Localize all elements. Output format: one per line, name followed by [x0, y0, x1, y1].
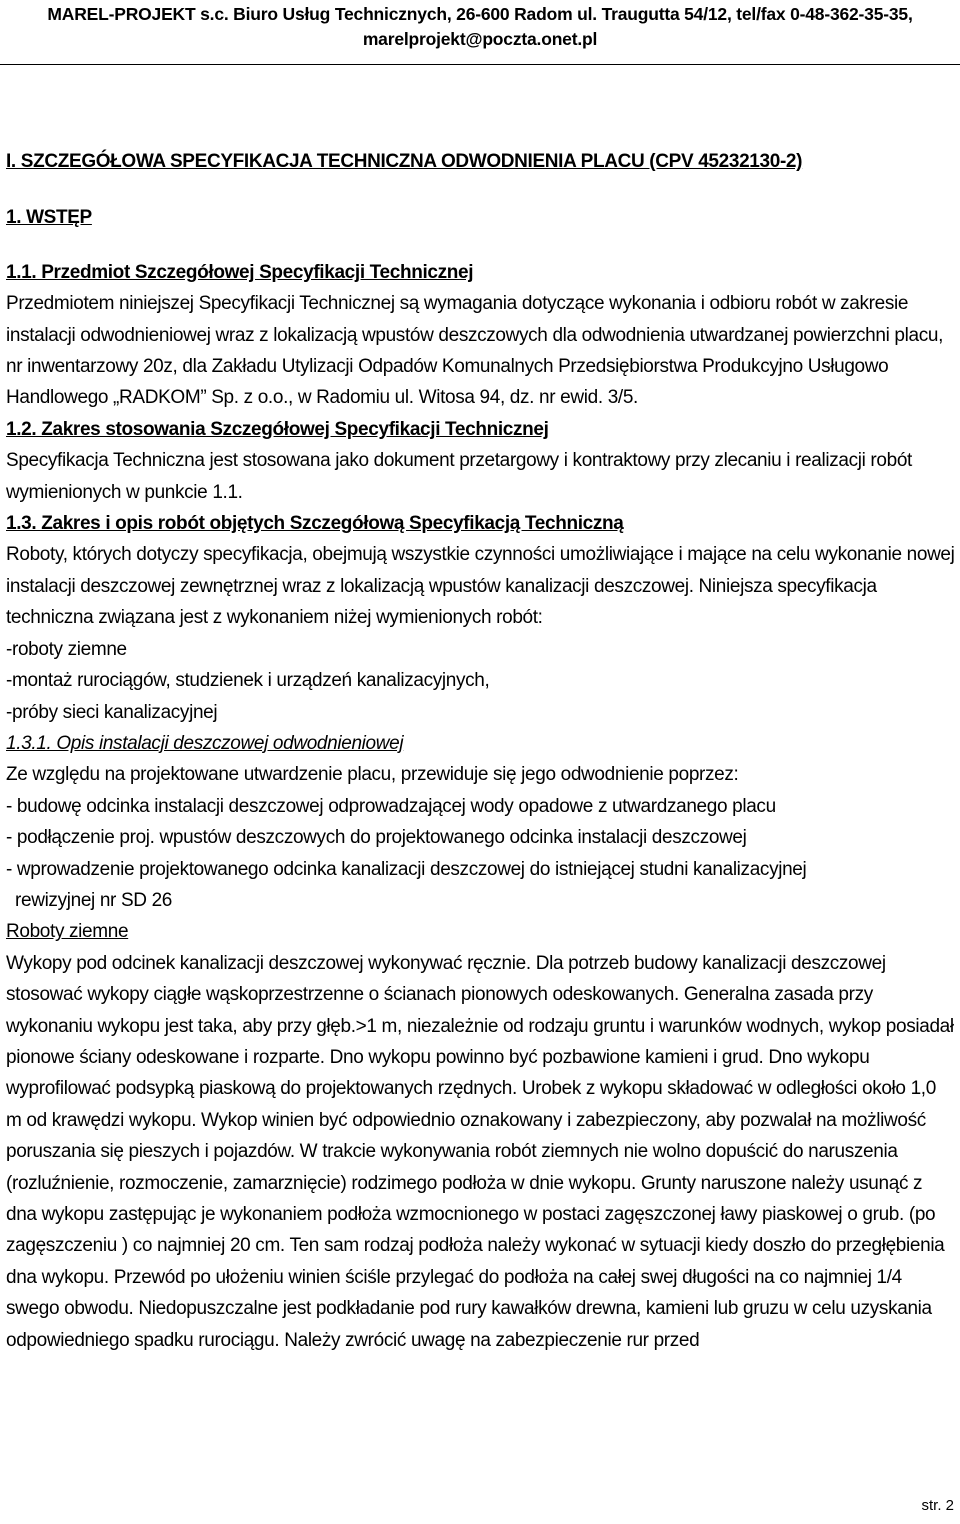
- page-header: [0, 2, 960, 52]
- earthworks-text: Wykopy pod odcinek kanalizacji deszczowej wykonywać ręcznie. Dla potrzeb budowy kanalizacji deszczowej stosować wykopy ciągłe wąskoprzestrzenne o ścianach pionowych odeskowanych. Generalna zasada przy wykonaniu wykopu jest taka, aby przy głęb.>1 m, niezależnie od rodzaju gruntu i warunków wodnych, wykop posiadał pionowe ściany odeskowane i rozparte. Dno wykopu powinno być pozbawione kamieni i grud. Dno wykopu wyprofilować podsypką piaskową do projektowanych rzędnych. Urobek z wykopu składować w odległości około 1,0 m od krawędzi wykopu. Wykop winien być odpowiednio oznakowany i zabezpieczony, aby pozwalał na możliwość poruszania się pieszych i pojazdów. W trakcie wykonywania robót ziemnych nie wolno dopuścić do naruszenia (rozluźnienie, rozmoczenie, zamarznięcie) rodzimego podłoża w dnie wykopu. Grunty naruszone należy usunąć z dna wykopu zastępując je wykonaniem podłoża wzmocnionego w postaci zagęszczonej ławy piaskowej o grub. (po zagęszczeniu ) co najmniej 20 cm. Ten sam rodzaj podłoża należy wykonać w sytuacji kiedy doszło do przegłębienia dna wykopu. Przewód po ułożeniu winien ściśle przylegać do podłoża na całej swej długości na co najmniej 1/4 swego obwodu. Niedopuszczalne jest podkładanie pod rury kawałków drewna, kamieni lub gruzu w celu uzyskania odpowiedniego spadku rurociągu. Należy zwrócić uwagę na zabezpieczenie rur przed: [6, 952, 954, 1351]
- header-email-line: marelprojekt@poczta.onet.pl: [362, 29, 598, 49]
- list-item: -próby sieci kanalizacyjnej: [6, 701, 218, 723]
- section-1-1-heading: 1.1. Przedmiot Szczegółowej Specyfikacji Technicznej: [6, 261, 474, 283]
- document-body: [6, 146, 956, 1356]
- list-item: -montaż rurociągów, studzienek i urządzeń kanalizacyjnych,: [6, 670, 490, 692]
- section-1-3-1-intro: Ze względu na projektowane utwardzenie placu, przewiduje się jego odwodnienie poprzez:: [6, 764, 739, 786]
- section-1-3-text: Roboty, których dotyczy specyfikacja, obejmują wszystkie czynności umożliwiające i mające na celu wykonanie nowej instalacji deszczowej zewnętrznej wraz z lokalizacją wpustów kanalizacji deszczowej. Niniejsza specyfikacja techniczna związana jest z wykonaniem niżej wymienionych robót:: [6, 544, 955, 629]
- list-item: -roboty ziemne: [6, 638, 127, 660]
- section-1-1-text: Przedmiotem niniejszej Specyfikacji Technicznej są wymagania dotyczące wykonania i odbioru robót w zakresie instalacji odwodnieniowej wraz z lokalizacją wpustów deszczowych dla odwodnienia utwardzanej powierzchni placu, nr inwentarzowy 20z, dla Zakładu Utylizacji Odpadów Komunalnych Przedsiębiorstwa Produkcyjno Usługowo Handlowego „RADKOM” Sp. z o.o., w Radomiu ul. Witosa 94, dz. nr ewid. 3/5.: [6, 293, 943, 409]
- section-1-3-heading: 1.3. Zakres i opis robót objętych Szczegółową Specyfikacją Techniczną: [6, 513, 624, 535]
- list-item: - budowę odcinka instalacji deszczowej odprowadzającej wody opadowe z utwardzanego placu: [6, 795, 776, 817]
- header-divider: [0, 64, 960, 65]
- section-1-2-heading: 1.2. Zakres stosowania Szczegółowej Specyfikacji Technicznej: [6, 418, 549, 440]
- document-title: I. SZCZEGÓŁOWA SPECYFIKACJA TECHNICZNA ODWODNIENIA PLACU (CPV 45232130-2): [6, 151, 803, 172]
- earthworks-heading: Roboty ziemne: [6, 921, 129, 943]
- header-company-line: MAREL-PROJEKT s.c. Biuro Usług Technicznych, 26-600 Radom ul. Traugutta 54/12, tel/fax 0-48-362-35-35,: [47, 4, 913, 24]
- list-item-continuation: rewizyjnej nr SD 26: [15, 889, 173, 911]
- section-1-3-1-heading: 1.3.1. Opis instalacji deszczowej odwodnieniowej: [6, 732, 404, 754]
- section-1-heading: 1. WSTĘP: [6, 207, 92, 229]
- section-1-2-text: Specyfikacja Techniczna jest stosowana jako dokument przetargowy i kontraktowy przy zlecaniu i realizacji robót wymienionych w punkcie 1.1.: [6, 450, 912, 503]
- page-number: str. 2: [921, 1497, 954, 1514]
- list-item: - wprowadzenie projektowanego odcinka kanalizacji deszczowej do istniejącej studni kanalizacyjnej: [6, 858, 807, 880]
- list-item: - podłączenie proj. wpustów deszczowych do projektowanego odcinka instalacji deszczowej: [6, 827, 747, 849]
